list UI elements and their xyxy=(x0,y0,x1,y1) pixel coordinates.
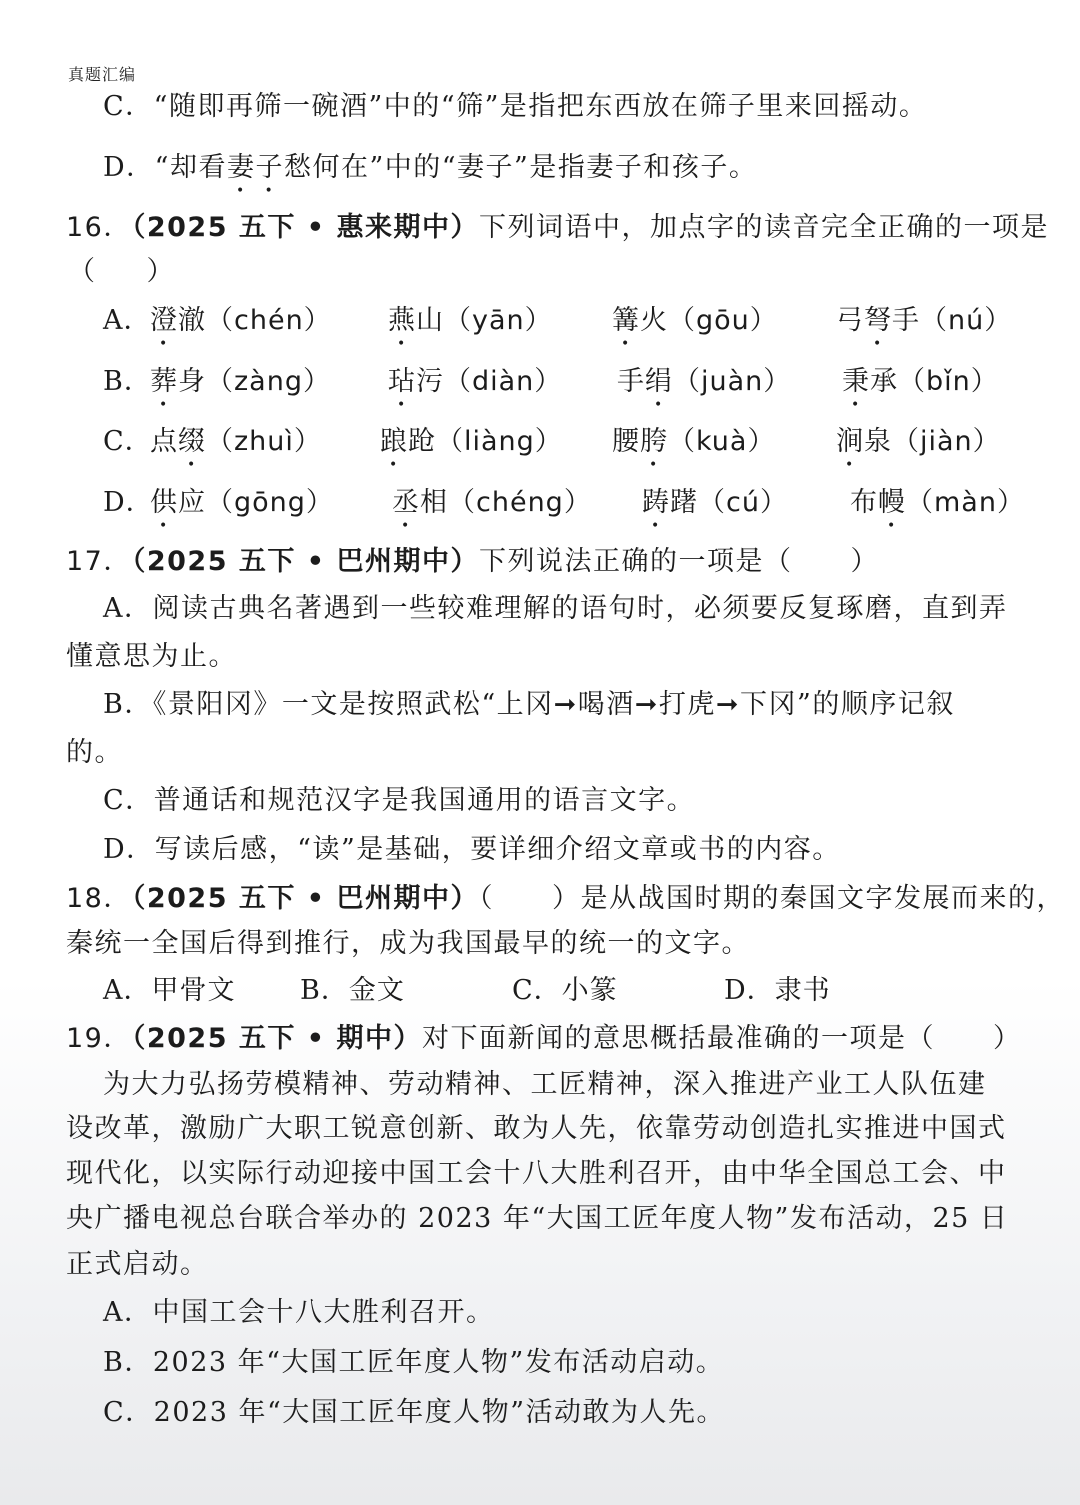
q16-word xyxy=(380,425,563,473)
q16-word-pinyin: （chéng） xyxy=(448,487,592,518)
q16-word-dotted-char: 缀 xyxy=(178,426,206,457)
q18-option-a: A．甲骨文 xyxy=(103,975,236,1006)
q16-word xyxy=(836,304,1012,352)
q15-d-pre: D．“却看 xyxy=(103,152,227,183)
q17-option-d: D．写读后感，“读”是基础，要详细介绍文章或书的内容。 xyxy=(103,834,841,865)
q16-word-pinyin: （nú） xyxy=(920,305,1013,336)
q16-paren-close: ） xyxy=(146,256,175,287)
q19-option-a: A．中国工会十八大胜利召开。 xyxy=(103,1297,495,1328)
q19-passage-line-1: 为大力弘扬劳模精神、劳动精神、工匠精神，深入推进产业工人队伍建 xyxy=(103,1069,987,1100)
q16-word xyxy=(388,365,562,413)
q16-word-post: 跄 xyxy=(408,426,436,457)
q17-stem xyxy=(66,545,879,579)
q16-word-post: 相 xyxy=(420,487,448,518)
q18-option-b: B．金文 xyxy=(300,975,405,1006)
q16-word-dotted-char: 澄 xyxy=(150,305,178,336)
q18-source: （2025 五下 • 巴州期中） xyxy=(131,883,479,914)
q19-stem-close: ） xyxy=(992,1023,1022,1054)
q17-source: （2025 五下 • 巴州期中） xyxy=(131,546,479,577)
q16-word-dotted-char: 踌 xyxy=(642,487,670,518)
q16-word-pinyin: （jiàn） xyxy=(892,426,1001,457)
q16-word-dotted-char: 涧 xyxy=(836,426,864,457)
q16-word xyxy=(392,486,592,534)
q16-word-post: 应 xyxy=(178,487,206,518)
q16-word-dotted-char: 胯 xyxy=(640,426,668,457)
q18-number: 18． xyxy=(66,883,132,914)
q16-word-pinyin: （cú） xyxy=(698,487,788,518)
q16-word-pre: 点 xyxy=(150,426,178,457)
q16-word-dotted-char: 绢 xyxy=(645,366,673,397)
q19-passage-line-4: 央广播电视总台联合举办的 2023 年“大国工匠年度人物”发布活动，25 日 xyxy=(66,1203,1009,1234)
q16-word-dotted-char: 供 xyxy=(150,487,178,518)
q16-word-post: 手 xyxy=(892,305,920,336)
q16-word xyxy=(150,486,334,534)
q18-option-c: C．小篆 xyxy=(512,975,618,1006)
q16-word-pinyin: （chén） xyxy=(206,305,332,336)
q16-word xyxy=(612,304,778,352)
q16-word-dotted-char: 丞 xyxy=(392,487,420,518)
q16-word-pinyin: （liàng） xyxy=(436,426,563,457)
q19-stem xyxy=(66,1022,1021,1056)
q17-option-b-line1: B．《景阳冈》一文是按照武松“上冈➞喝酒➞打虎➞下冈”的顺序记叙 xyxy=(103,689,955,720)
q16-word-pinyin: （gōng） xyxy=(206,487,334,518)
q17-option-b-line2: 的。 xyxy=(66,737,123,768)
q16-stem-text: 下列词语中，加点字的读音完全正确的一项是 xyxy=(478,212,1049,243)
q17-stem-text: 下列说法正确的一项是（ xyxy=(478,546,793,577)
q16-word xyxy=(388,304,553,352)
q19-passage-line-5: 正式启动。 xyxy=(66,1249,209,1280)
header-label: 真题汇编 xyxy=(68,65,137,84)
q16-word xyxy=(150,365,331,413)
q16-word-post: 泉 xyxy=(864,426,892,457)
q16-word-dotted-char: 踉 xyxy=(380,426,408,457)
q16-word-dotted-char: 葬 xyxy=(150,366,178,397)
q16-paren-open: （ xyxy=(68,256,97,287)
q15-option-d xyxy=(103,151,757,199)
q16-word xyxy=(836,425,1001,473)
q16-word xyxy=(850,486,1025,534)
q19-source: （2025 五下 • 期中） xyxy=(131,1023,422,1054)
q19-option-c: C．2023 年“大国工匠年度人物”活动敢为人先。 xyxy=(103,1397,726,1428)
q16-word-post: 澈 xyxy=(178,305,206,336)
q16-word-dotted-char: 幔 xyxy=(878,487,906,518)
q15-d-dotted: 妻子 xyxy=(226,152,284,183)
q15-d-post: 愁何在”中的“妻子”是指妻子和孩子。 xyxy=(283,152,758,183)
q16-word-post: 躇 xyxy=(670,487,698,518)
q16-word-dotted-char: 篝 xyxy=(612,305,640,336)
q16-option-label: A． xyxy=(103,305,152,336)
q16-number: 16． xyxy=(66,212,132,243)
q19-passage-line-2: 设改革，激励广大职工锐意创新、敢为人先，依靠劳动创造扎实推进中国式 xyxy=(66,1113,1007,1144)
q16-word xyxy=(617,365,791,413)
q16-answer-paren xyxy=(68,255,175,289)
q16-word-post: 身 xyxy=(178,366,206,397)
q16-option-label: D． xyxy=(103,487,154,518)
q19-passage-line-3: 现代化，以实际行动迎接中国工会十八大胜利召开，由中华全国总工会、中 xyxy=(66,1158,1007,1189)
q16-word-dotted-char: 玷 xyxy=(388,366,416,397)
q19-number: 19． xyxy=(66,1023,132,1054)
q16-word-pre: 布 xyxy=(850,487,878,518)
q19-stem-text: 对下面新闻的意思概括最准确的一项是（ xyxy=(421,1023,935,1054)
q19-option-b: B．2023 年“大国工匠年度人物”发布活动启动。 xyxy=(103,1347,725,1378)
q15-option-c: C．“随即再筛一碗酒”中的“筛”是指把东西放在筛子里来回摇动。 xyxy=(103,91,928,122)
q16-word xyxy=(842,365,999,413)
q16-word xyxy=(150,304,332,352)
q16-word-pinyin: （gōu） xyxy=(668,305,778,336)
q18-option-d: D．隶书 xyxy=(724,975,831,1006)
q17-option-c: C．普通话和规范汉字是我国通用的语言文字。 xyxy=(103,785,696,816)
q16-word-dotted-char: 秉 xyxy=(842,366,870,397)
q16-word-pinyin: （juàn） xyxy=(673,366,792,397)
q16-word-pre: 腰 xyxy=(612,426,640,457)
q16-word-dotted-char: 燕 xyxy=(388,305,416,336)
q16-word xyxy=(642,486,788,534)
q16-word-post: 承 xyxy=(870,366,898,397)
q16-word-pinyin: （zàng） xyxy=(206,366,331,397)
q16-word-post: 山 xyxy=(416,305,444,336)
q16-word-pinyin: （màn） xyxy=(906,487,1025,518)
q16-word-pinyin: （diàn） xyxy=(444,366,563,397)
q17-option-a-line1: A．阅读古典名著遇到一些较难理解的语句时，必须要反复琢磨，直到弄 xyxy=(103,593,1008,624)
q16-word-dotted-char: 弩 xyxy=(864,305,892,336)
q16-source: （2025 五下 • 惠来期中） xyxy=(131,212,479,243)
q17-number: 17． xyxy=(66,546,132,577)
q16-stem xyxy=(66,211,1049,245)
q16-word xyxy=(150,425,322,473)
q18-stem-text: ）是从战国时期的秦国文字发展而来的， xyxy=(551,883,1065,914)
q16-word-pinyin: （kuà） xyxy=(668,426,776,457)
q16-word-pre: 手 xyxy=(617,366,645,397)
q16-word-pinyin: （bǐn） xyxy=(898,366,999,397)
q16-option-label: B． xyxy=(103,366,152,397)
q17-stem-close: ） xyxy=(850,546,879,577)
q16-word-pre: 弓 xyxy=(836,305,864,336)
q16-word-pinyin: （yān） xyxy=(444,305,553,336)
q16-word-post: 污 xyxy=(416,366,444,397)
q18-stem-line2: 秦统一全国后得到推行，成为我国最早的统一的文字。 xyxy=(66,928,750,959)
q18-stem xyxy=(66,882,1065,916)
q16-option-label: C． xyxy=(103,426,153,457)
q18-paren-open: （ xyxy=(478,883,494,914)
q16-word-pinyin: （zhuì） xyxy=(206,426,322,457)
q16-word xyxy=(612,425,775,473)
q16-word-post: 火 xyxy=(640,305,668,336)
q17-option-a-line2: 懂意思为止。 xyxy=(66,641,237,672)
